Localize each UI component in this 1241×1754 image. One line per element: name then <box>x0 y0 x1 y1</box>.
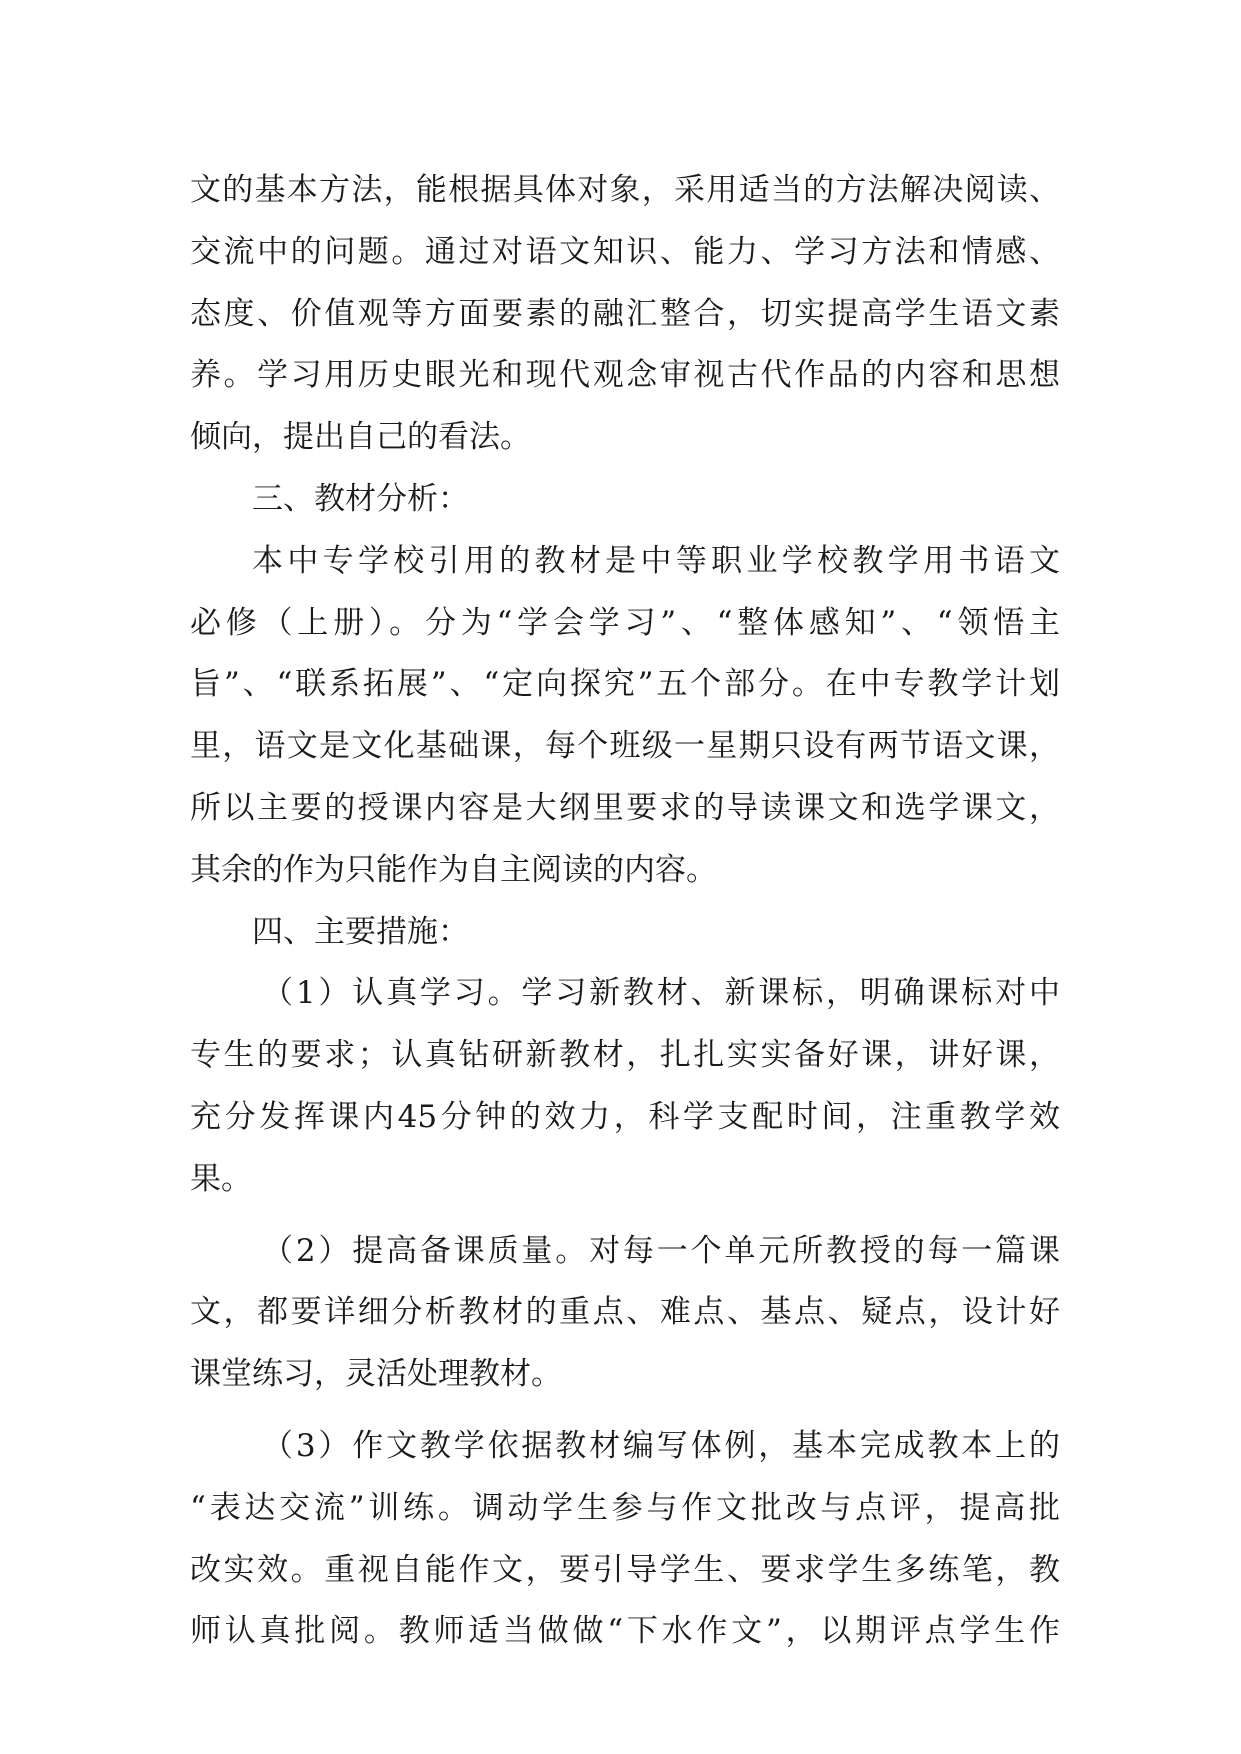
section-heading: 三、教材分析： <box>252 480 469 517</box>
text-line: 果。 <box>190 1160 252 1197</box>
text-line: 所以主要的授课内容是大纲里要求的导读课文和选学课文， <box>190 789 1060 826</box>
text-line: 倾向，提出自己的看法。 <box>190 419 531 456</box>
text-line: 文，都要详细分析教材的重点、难点、基点、疑点，设计好 <box>190 1294 1060 1331</box>
text-line: 养。学习用历史眼光和现代观念审视古代作品的内容和思想 <box>190 357 1060 394</box>
text-line: 必修（上册）。分为“学会学习”、“整体感知”、“领悟主 <box>190 604 1060 641</box>
text-line: 交流中的问题。通过对语文知识、能力、学习方法和情感、 <box>190 233 1060 270</box>
document-body <box>190 160 1060 1663</box>
paragraph-gap <box>190 1406 1060 1416</box>
text-line: （2）提高备课质量。对每一个单元所教授的每一篇课 <box>262 1232 1060 1269</box>
text-line: 态度、价值观等方面要素的融汇整合，切实提高学生语文素 <box>190 295 1060 332</box>
section-heading: 四、主要措施： <box>252 913 469 950</box>
paragraph-gap <box>190 1211 1060 1221</box>
text-line: “表达交流”训练。调动学生参与作文批改与点评，提高批 <box>190 1489 1060 1526</box>
text-line: （1）认真学习。学习新教材、新课标，明确课标对中 <box>262 975 1060 1012</box>
text-line: 改实效。重视自能作文，要引导学生、要求学生多练笔，教 <box>190 1551 1060 1588</box>
text-line: 课堂练习，灵活处理教材。 <box>190 1356 562 1393</box>
text-line: 本中专学校引用的教材是中等职业学校教学用书语文 <box>252 542 1060 579</box>
text-line: 其余的作为只能作为自主阅读的内容。 <box>190 851 717 888</box>
text-line: 旨”、“联系拓展”、“定向探究”五个部分。在中专教学计划 <box>190 666 1060 703</box>
text-line: 充分发挥课内45分钟的效力，科学支配时间，注重教学效 <box>190 1098 1060 1135</box>
text-line: 文的基本方法，能根据具体对象，采用适当的方法解决阅读、 <box>190 172 1060 208</box>
text-line: 师认真批阅。教师适当做做“下水作文”，以期评点学生作 <box>190 1613 1060 1650</box>
text-line: （3）作文教学依据教材编写体例，基本完成教本上的 <box>262 1427 1060 1464</box>
text-line: 专生的要求；认真钻研新教材，扎扎实实备好课，讲好课， <box>190 1037 1060 1074</box>
text-line: 里，语文是文化基础课，每个班级一星期只设有两节语文课， <box>190 728 1060 765</box>
